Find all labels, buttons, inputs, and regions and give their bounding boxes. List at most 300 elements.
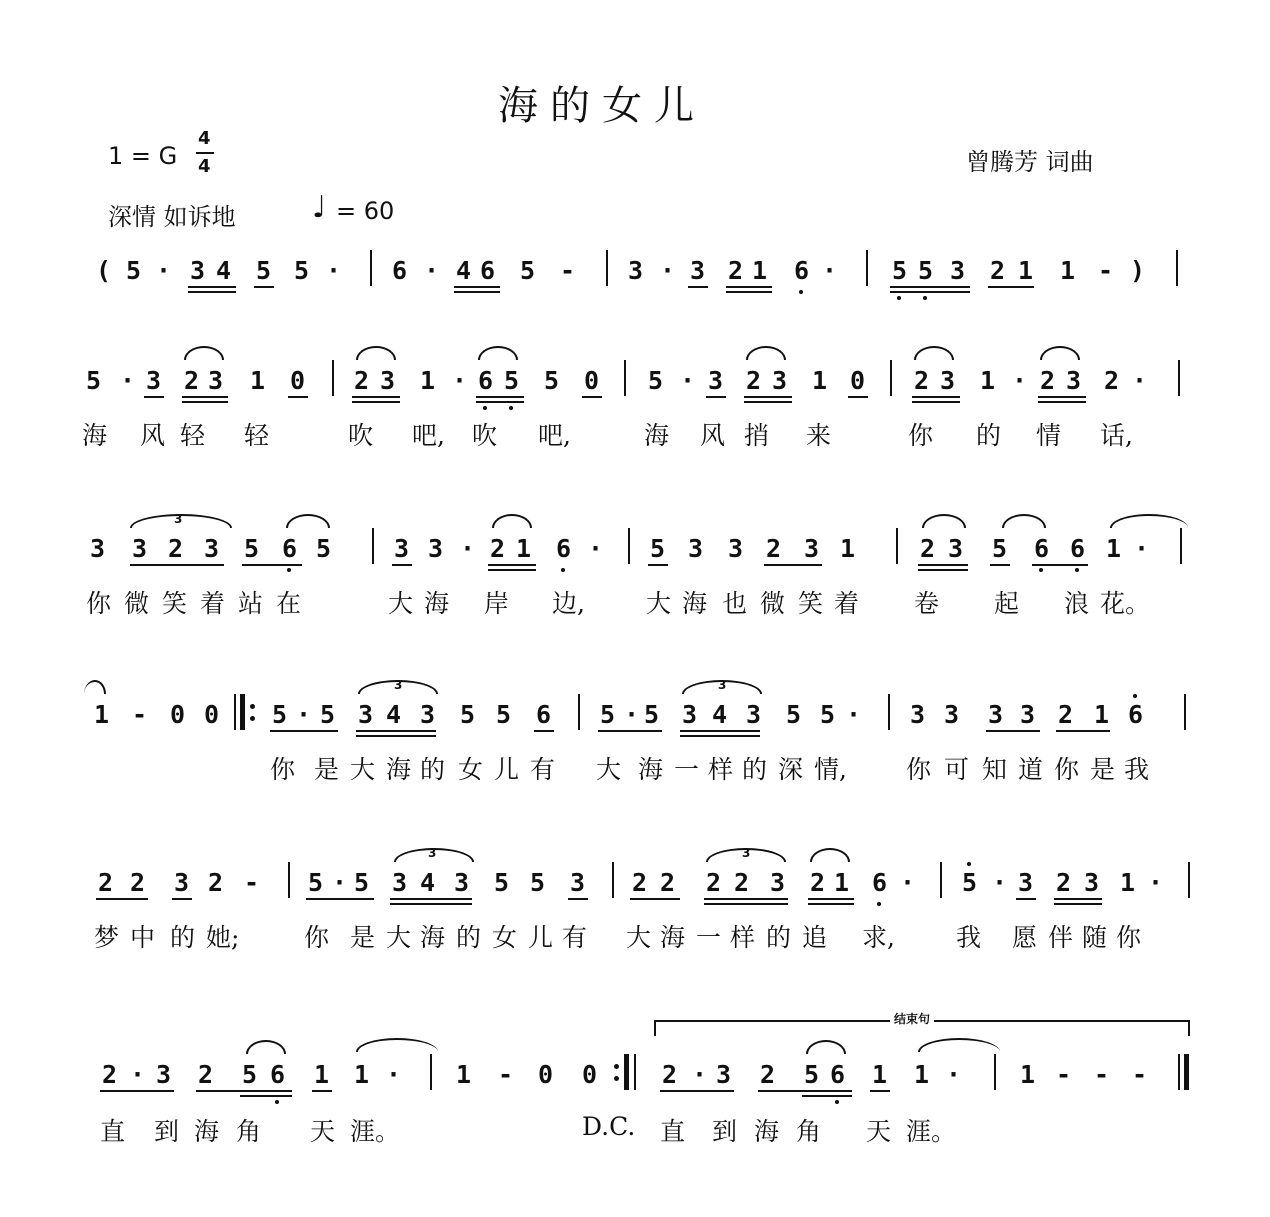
lyric: 海 <box>638 755 664 784</box>
note: 3 <box>708 366 724 395</box>
barline <box>372 528 374 564</box>
lyric: 涯。 <box>906 1117 957 1146</box>
barline <box>940 862 942 898</box>
note: 4 <box>456 256 472 285</box>
barline <box>1178 360 1180 396</box>
note: 2 <box>706 868 722 897</box>
tempo-bpm: = 60 <box>336 197 395 225</box>
note: 2 <box>130 868 146 897</box>
note: 5 <box>544 366 560 395</box>
note: · <box>130 1060 146 1089</box>
note: 3 <box>746 700 762 729</box>
note: 2 <box>766 534 782 563</box>
note: 1 <box>94 700 110 729</box>
note: 2 <box>198 1060 214 1089</box>
lyric: 我 <box>956 923 982 952</box>
note: 2 <box>734 868 750 897</box>
note: 3 <box>146 366 162 395</box>
note: 6 <box>282 534 298 563</box>
note: · <box>460 534 476 563</box>
note: · <box>1148 868 1164 897</box>
note: 1 <box>1106 534 1122 563</box>
lyric: 你 <box>1054 755 1080 784</box>
lyric: 儿 <box>528 923 554 952</box>
note: 5 <box>530 868 546 897</box>
lyric: 大 <box>646 589 672 618</box>
note: 1 <box>980 366 996 395</box>
lyric: 大 <box>388 589 414 618</box>
note: 3 <box>628 256 644 285</box>
note: 2 <box>632 868 648 897</box>
barline <box>1188 862 1190 898</box>
note: 2 <box>990 256 1006 285</box>
note: 3 <box>394 534 410 563</box>
lyric: 梦 <box>94 923 120 952</box>
lyric: 你 <box>906 755 932 784</box>
note: · <box>120 366 136 395</box>
note: · <box>680 366 696 395</box>
note: - <box>1094 1060 1110 1089</box>
lyric: 站 <box>238 589 264 618</box>
note: 3 <box>682 700 698 729</box>
lyric: 海 <box>420 923 446 952</box>
repeat-dot <box>250 704 255 709</box>
lyric: 起 <box>994 589 1020 618</box>
lyric: 卷 <box>914 589 940 618</box>
note: · <box>822 256 838 285</box>
barline <box>332 360 334 396</box>
note: 3 <box>380 366 396 395</box>
note: 2 <box>1104 366 1120 395</box>
lyric: 轻 <box>180 421 206 450</box>
lyric: 轻 <box>244 421 270 450</box>
note: 3 <box>690 256 706 285</box>
staff-row-4 <box>0 678 1270 804</box>
note: · <box>900 868 916 897</box>
note: 2 <box>914 366 930 395</box>
note: 5 <box>644 700 660 729</box>
lyric: 有 <box>562 923 588 952</box>
lyric: 知 <box>982 755 1008 784</box>
note: 2 <box>746 366 762 395</box>
note: 5 <box>494 868 510 897</box>
dc-marker: D.C. <box>582 1112 636 1141</box>
lyric: 着 <box>200 589 226 618</box>
lyric: 是 <box>350 923 376 952</box>
note: 2 <box>760 1060 776 1089</box>
note: 3 <box>1084 868 1100 897</box>
lyric: 中 <box>130 923 156 952</box>
note: 1 <box>456 1060 472 1089</box>
barline <box>888 694 890 730</box>
note: 5 <box>320 700 336 729</box>
note: 3 <box>454 868 470 897</box>
lyric: 的 <box>742 755 768 784</box>
note: 4 <box>386 700 402 729</box>
note: 5 <box>786 700 802 729</box>
note: 3 <box>950 256 966 285</box>
lyric: 你 <box>304 923 330 952</box>
lyric: 天 <box>310 1117 336 1146</box>
note: 6 <box>480 256 496 285</box>
lyric: 的 <box>766 923 792 952</box>
note: 0 <box>538 1060 554 1089</box>
note: 3 <box>174 868 190 897</box>
lyric: 我 <box>1124 755 1150 784</box>
note: 5 <box>460 700 476 729</box>
note: 3 <box>988 700 1004 729</box>
lyric: 大 <box>350 755 376 784</box>
barline <box>578 694 580 730</box>
final-barline <box>1184 1054 1189 1090</box>
lyric: 你 <box>86 589 112 618</box>
note: 3 <box>948 534 964 563</box>
note: · <box>660 256 676 285</box>
lyric: 笑 <box>798 589 824 618</box>
lyric: 直 <box>100 1117 126 1146</box>
note: · <box>326 256 342 285</box>
note: 2 <box>810 868 826 897</box>
note: · <box>296 700 312 729</box>
note: 3 <box>910 700 926 729</box>
lyric: 风 <box>700 421 726 450</box>
note: 3 <box>156 1060 172 1089</box>
barline <box>890 360 892 396</box>
lyric: 的 <box>976 421 1002 450</box>
note: 3 <box>204 534 220 563</box>
lyric: 你 <box>1116 923 1142 952</box>
note: 3 <box>358 700 374 729</box>
lyric: 她; <box>206 923 240 952</box>
note: · <box>424 256 440 285</box>
note: 4 <box>420 868 436 897</box>
note: - <box>1098 256 1114 285</box>
note: 2 <box>102 1060 118 1089</box>
note: 1 <box>752 256 768 285</box>
note: 2 <box>354 366 370 395</box>
note: 3 <box>944 700 960 729</box>
note: 5 <box>650 534 666 563</box>
note: 2 <box>208 868 224 897</box>
key-signature: 1 = G <box>108 142 178 170</box>
note: 1 <box>914 1060 930 1089</box>
note: 0 <box>290 366 306 395</box>
barline <box>370 250 372 286</box>
lyric: 浪 <box>1064 589 1090 618</box>
note: 5 <box>992 534 1008 563</box>
barline <box>866 250 868 286</box>
note: · <box>332 868 348 897</box>
note: · <box>386 1060 402 1089</box>
note: 0 <box>170 700 186 729</box>
repeat-start-barline <box>234 694 236 730</box>
note: 1 <box>872 1060 888 1089</box>
note: 3 <box>190 256 206 285</box>
note: 3 <box>716 1060 732 1089</box>
note: 6 <box>556 534 572 563</box>
note: 3 <box>570 868 586 897</box>
repeat-start-barline <box>240 694 245 730</box>
note: 5 <box>962 868 978 897</box>
note: - <box>560 256 576 285</box>
note: 6 <box>478 366 494 395</box>
note: · <box>624 700 640 729</box>
lyric: 愿 <box>1012 923 1038 952</box>
lyric: 大 <box>596 755 622 784</box>
close-paren: ) <box>1130 256 1146 285</box>
note: 2 <box>1056 868 1072 897</box>
barline <box>1176 250 1178 286</box>
note: 1 <box>840 534 856 563</box>
triplet-mark: 3 <box>742 846 751 860</box>
lyric: 微 <box>124 589 150 618</box>
lyric: 吹 <box>348 421 374 450</box>
staff-row-5 <box>0 846 1270 972</box>
note: 6 <box>1128 700 1144 729</box>
lyric: 天 <box>866 1117 892 1146</box>
lyric: 也 <box>722 589 748 618</box>
open-paren: ( <box>96 256 112 285</box>
note: 5 <box>820 700 836 729</box>
note: 5 <box>918 256 934 285</box>
note: 3 <box>728 534 744 563</box>
repeat-dot <box>250 716 255 721</box>
staff-row-2 <box>0 360 1270 470</box>
note: 2 <box>662 1060 678 1089</box>
barline <box>1180 528 1182 564</box>
lyric: 海 <box>660 923 686 952</box>
lyric: 海 <box>386 755 412 784</box>
repeat-end-barline <box>634 1054 636 1090</box>
lyric: 儿 <box>494 755 520 784</box>
lyric: 角 <box>796 1117 822 1146</box>
note: · <box>1012 366 1028 395</box>
lyric: 吹 <box>472 421 498 450</box>
lyric: 捎 <box>744 421 770 450</box>
note: 3 <box>428 534 444 563</box>
note: · <box>992 868 1008 897</box>
note: 5 <box>244 534 260 563</box>
note: 3 <box>804 534 820 563</box>
lyric: 你 <box>270 755 296 784</box>
lyric: 着 <box>834 589 860 618</box>
lyric: 海 <box>644 421 670 450</box>
note: 5 <box>496 700 512 729</box>
lyric: 求, <box>862 923 895 952</box>
note: · <box>946 1060 962 1089</box>
note: 6 <box>1034 534 1050 563</box>
note: 5 <box>272 700 288 729</box>
note: 6 <box>536 700 552 729</box>
lyric: 是 <box>314 755 340 784</box>
note: 5 <box>308 868 324 897</box>
lyric: 大 <box>386 923 412 952</box>
lyric: 海 <box>754 1117 780 1146</box>
note: 2 <box>728 256 744 285</box>
lyric: 花。 <box>1100 589 1151 618</box>
lyric: 在 <box>276 589 302 618</box>
note: · <box>692 1060 708 1089</box>
note: 1 <box>1120 868 1136 897</box>
lyric: 微 <box>760 589 786 618</box>
barline <box>624 360 626 396</box>
note: · <box>452 366 468 395</box>
time-sig-line <box>196 152 214 154</box>
barline <box>612 862 614 898</box>
note: 5 <box>242 1060 258 1089</box>
note: - <box>244 868 260 897</box>
note: 5 <box>892 256 908 285</box>
composer-credit: 曾腾芳 词曲 <box>966 148 1094 176</box>
lyric: 涯。 <box>350 1117 401 1146</box>
lyric: 情, <box>814 755 847 784</box>
note: 1 <box>1060 256 1076 285</box>
page-title: 海的女儿 <box>498 83 706 129</box>
note: 5 <box>804 1060 820 1089</box>
note: 0 <box>584 366 600 395</box>
note: 1 <box>354 1060 370 1089</box>
note: 2 <box>1040 366 1056 395</box>
note: 2 <box>98 868 114 897</box>
note: · <box>1134 534 1150 563</box>
note: 2 <box>184 366 200 395</box>
note: 1 <box>812 366 828 395</box>
note: 5 <box>256 256 272 285</box>
note: 5 <box>504 366 520 395</box>
note: 1 <box>516 534 532 563</box>
repeat-end-barline <box>624 1054 629 1090</box>
lyric: 角 <box>236 1117 262 1146</box>
lyric: 的 <box>456 923 482 952</box>
note: 3 <box>772 366 788 395</box>
note: 3 <box>392 868 408 897</box>
lyric: 的 <box>170 923 196 952</box>
note: 3 <box>770 868 786 897</box>
triplet-mark: 3 <box>718 678 727 692</box>
lyric: 样 <box>708 755 734 784</box>
note: 6 <box>794 256 810 285</box>
staff-row-3 <box>0 512 1270 638</box>
lyric: 来 <box>806 421 832 450</box>
note: 1 <box>1018 256 1034 285</box>
note: 6 <box>1070 534 1086 563</box>
lyric: 风 <box>140 421 166 450</box>
lyric: 女 <box>492 923 518 952</box>
note: 6 <box>830 1060 846 1089</box>
lyric: 岸 <box>484 589 510 618</box>
lyric: 你 <box>908 421 934 450</box>
lyric: 到 <box>712 1117 738 1146</box>
note: 4 <box>712 700 728 729</box>
tempo-expression: 深情 如诉地 <box>108 203 236 231</box>
lyric: 直 <box>660 1117 686 1146</box>
barline <box>606 250 608 286</box>
lyric: 大 <box>626 923 652 952</box>
lyric: 海 <box>424 589 450 618</box>
lyric: 女 <box>458 755 484 784</box>
note: - <box>1132 1060 1148 1089</box>
note: 0 <box>582 1060 598 1089</box>
lyric: 话, <box>1100 421 1133 450</box>
note: - <box>498 1060 514 1089</box>
note: 6 <box>392 256 408 285</box>
note: 1 <box>250 366 266 395</box>
repeat-dot <box>614 1076 619 1081</box>
note: 5 <box>520 256 536 285</box>
ending-label: 结束句 <box>890 1010 934 1027</box>
lyric: 可 <box>944 755 970 784</box>
note: · <box>846 700 862 729</box>
note: 5 <box>294 256 310 285</box>
note: 1 <box>314 1060 330 1089</box>
note: 2 <box>168 534 184 563</box>
lyric: 情 <box>1036 421 1062 450</box>
note: 3 <box>90 534 106 563</box>
note: 2 <box>490 534 506 563</box>
lyric: 伴 <box>1048 923 1074 952</box>
note: 3 <box>940 366 956 395</box>
quarter-note-icon: ♩ <box>312 190 327 225</box>
staff-row-1 <box>0 250 1270 300</box>
final-barline <box>1178 1054 1180 1090</box>
barline <box>628 528 630 564</box>
note: · <box>1132 366 1148 395</box>
lyric: 一 <box>696 923 722 952</box>
note: 1 <box>1094 700 1110 729</box>
note: · <box>588 534 604 563</box>
lyric: 海 <box>82 421 108 450</box>
note: 0 <box>204 700 220 729</box>
lyric: 样 <box>730 923 756 952</box>
repeat-dot <box>614 1064 619 1069</box>
note: 1 <box>834 868 850 897</box>
note: 0 <box>850 366 866 395</box>
barline <box>994 1054 996 1090</box>
note: 5 <box>316 534 332 563</box>
barline <box>430 1054 432 1090</box>
lyric: 笑 <box>162 589 188 618</box>
note: 5 <box>600 700 616 729</box>
time-sig-top: 4 <box>198 128 211 149</box>
note: 3 <box>688 534 704 563</box>
barline <box>896 528 898 564</box>
lyric: 边, <box>552 589 585 618</box>
note: 3 <box>1066 366 1082 395</box>
note: 6 <box>872 868 888 897</box>
note: 5 <box>86 366 102 395</box>
note: 5 <box>126 256 142 285</box>
note: 5 <box>648 366 664 395</box>
note: 2 <box>1058 700 1074 729</box>
lyric: 海 <box>194 1117 220 1146</box>
note: · <box>156 256 172 285</box>
note: 3 <box>208 366 224 395</box>
barline <box>288 862 290 898</box>
lyric: 深 <box>778 755 804 784</box>
note: - <box>132 700 148 729</box>
lyric: 有 <box>530 755 556 784</box>
lyric: 吧, <box>412 421 445 450</box>
time-sig-bottom: 4 <box>198 156 211 177</box>
lyric: 到 <box>154 1117 180 1146</box>
note: 1 <box>420 366 436 395</box>
lyric: 的 <box>420 755 446 784</box>
note: 6 <box>270 1060 286 1089</box>
triplet-mark: 3 <box>428 846 437 860</box>
note: 1 <box>1020 1060 1036 1089</box>
note: 2 <box>920 534 936 563</box>
note: - <box>1056 1060 1072 1089</box>
